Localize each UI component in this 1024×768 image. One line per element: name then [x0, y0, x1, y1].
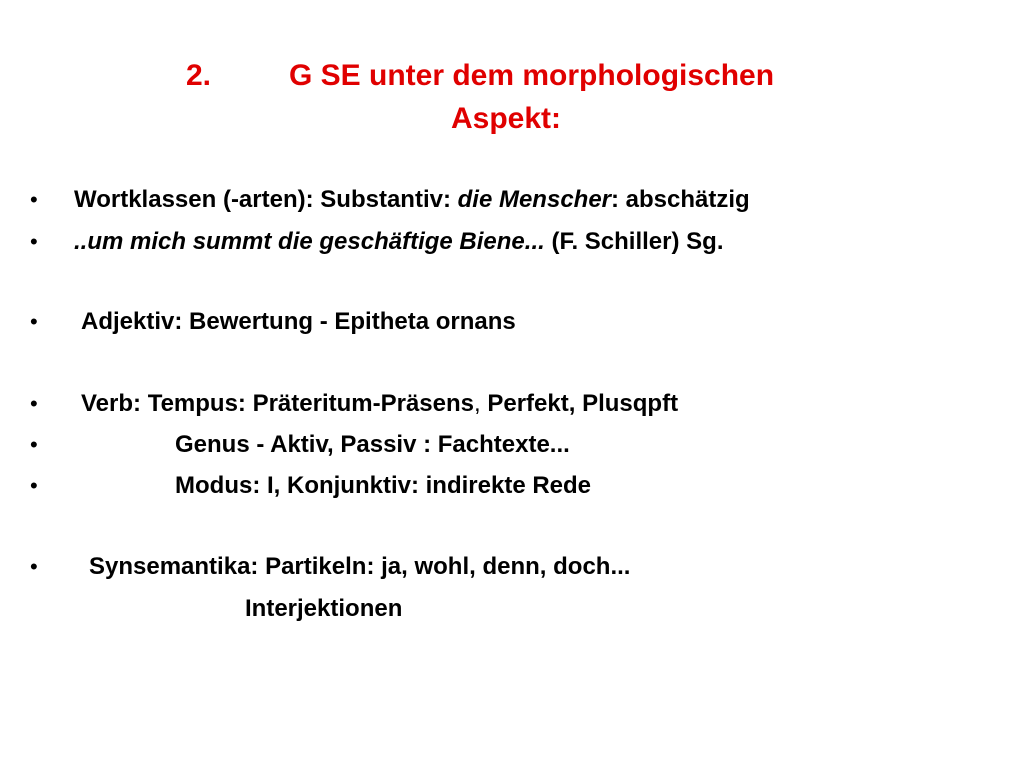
bullet-point: • — [30, 473, 38, 498]
list-item-comma: , — [474, 390, 481, 417]
list-item-genus: Genus - Aktiv, Passiv : Fachtexte... — [175, 431, 570, 458]
bullet-point: • — [30, 432, 38, 457]
list-item-example: die Menscher — [457, 186, 612, 213]
bullet-point: • — [30, 309, 38, 334]
list-item-text: Wortklassen (-arten): Substantiv: — [74, 186, 458, 213]
list-item-source: (F. Schiller) Sg. — [544, 228, 724, 255]
bullet-point: • — [30, 554, 38, 579]
list-item-modus: Modus: I, Konjunktiv: indirekte Rede — [175, 472, 592, 499]
list-item-wortklassen — [74, 185, 750, 215]
list-item-text: : abschätzig — [611, 186, 750, 213]
list-item-quote-text: ..um mich summt die geschäftige Biene... — [74, 228, 545, 255]
list-item-quote — [74, 227, 723, 257]
list-item-text: Verb: Tempus: Präteritum-Präsens — [81, 390, 475, 417]
list-item-synsemantika: Synsemantika: Partikeln: ja, wohl, denn, doch... — [89, 553, 631, 580]
bullet-point: • — [30, 229, 38, 254]
list-item-text: Perfekt, Plusqpft — [480, 390, 679, 417]
bullet-point: • — [30, 391, 38, 416]
bullet-point: • — [30, 187, 38, 212]
list-item-adjektiv: Adjektiv: Bewertung - Epitheta ornans — [81, 308, 516, 335]
slide-title: G SE unter dem morphologischen — [289, 59, 775, 92]
list-item-continuation: Interjektionen — [245, 595, 403, 622]
slide-title-line-2: Aspekt: — [451, 102, 562, 135]
list-item-verb — [81, 389, 678, 419]
slide-title-number: 2. — [186, 59, 212, 92]
